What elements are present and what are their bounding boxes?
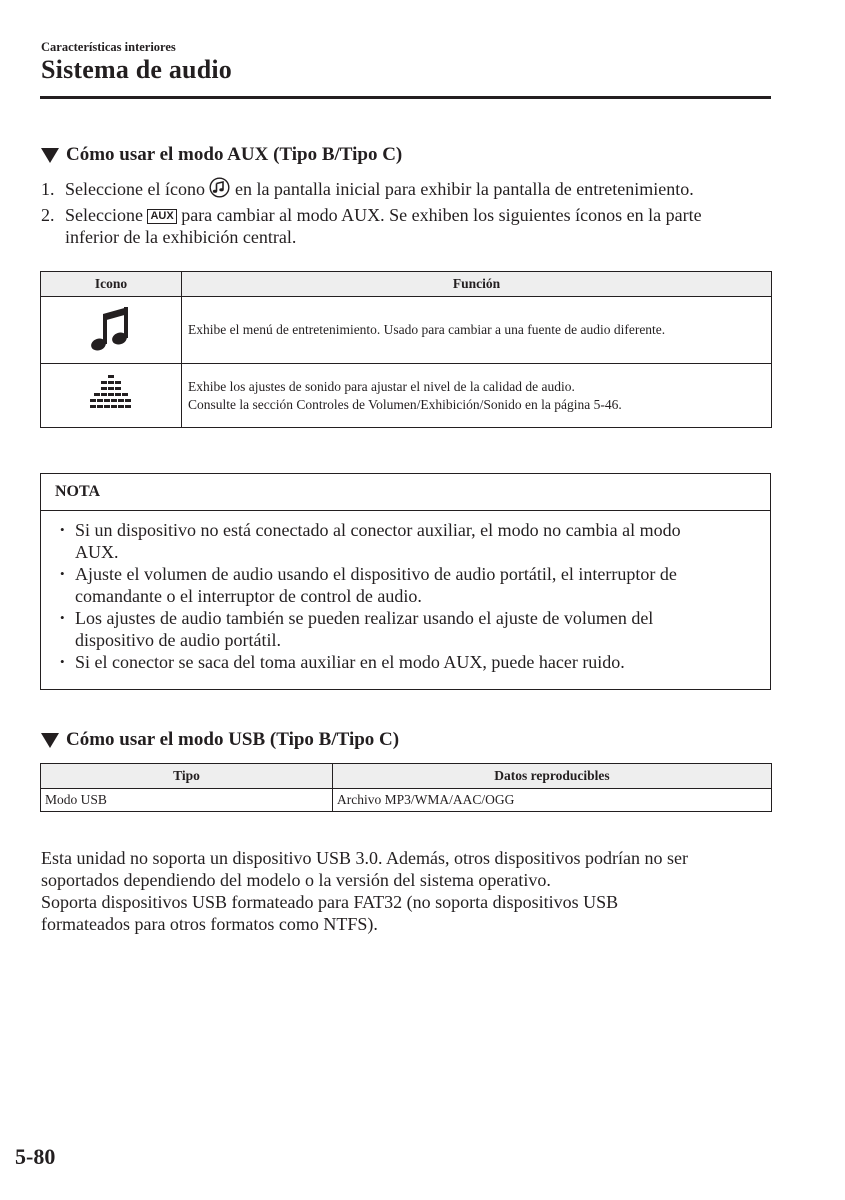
music-note-circle-icon xyxy=(209,177,230,203)
usb-heading xyxy=(41,729,399,751)
note-label: NOTA xyxy=(41,474,770,511)
aux-heading-text: Cómo usar el modo AUX (Tipo B/Tipo C) xyxy=(66,144,403,165)
usb-heading-text: Cómo usar el modo USB (Tipo B/Tipo C) xyxy=(66,729,400,750)
note-item: • Los ajustes de audio también se pueden realizar usando el ajuste de volumen del dispositivo de audio portátil. xyxy=(60,607,755,651)
note-box xyxy=(40,473,771,690)
aux-step-2 xyxy=(41,204,781,248)
note-item: • Si un dispositivo no está conectado al conector auxiliar, el modo no cambia al modo AUX. xyxy=(60,519,755,563)
step-text: en la pantalla inicial para exhibir la pantalla de entretenimiento. xyxy=(234,179,694,199)
usb-paragraph: Esta unidad no soporta un dispositivo USB 3.0. Además, otros dispositivos podrían no ser soportados dependiendo del modelo o la versión del sistema operativo. Soporta dispositivos USB formateado para FAT32 (no soporta dispositivos USB formateados para otros formatos como NTFS). xyxy=(41,848,688,934)
triangle-bullet-icon xyxy=(41,148,59,163)
step-text: Seleccione xyxy=(65,205,143,225)
page-title: Sistema de audio xyxy=(41,55,233,84)
usb-table xyxy=(40,763,772,812)
icon-function-table xyxy=(40,271,772,428)
title-rule xyxy=(40,96,771,99)
table-cell: Modo USB xyxy=(41,789,333,812)
aux-button-label: AUX xyxy=(147,209,176,224)
table-row xyxy=(41,364,772,428)
function-text: Exhibe los ajustes de sonido para ajustar el nivel de la calidad de audio. xyxy=(188,378,575,394)
equalizer-icon xyxy=(88,400,134,417)
triangle-bullet-icon xyxy=(41,733,59,748)
table-row xyxy=(41,789,772,812)
step-text-cont: inferior de la exhibición central. xyxy=(65,227,297,247)
note-item: • Si el conector se saca del toma auxiliar en el modo AUX, puede hacer ruido. xyxy=(60,651,755,673)
music-note-icon xyxy=(89,339,133,356)
column-header: Datos reproducibles xyxy=(333,764,772,789)
step-number: 1. xyxy=(41,179,55,199)
table-cell: Archivo MP3/WMA/AAC/OGG xyxy=(333,789,772,812)
aux-step-1 xyxy=(41,177,781,203)
column-header: Función xyxy=(182,272,772,297)
function-text: Exhibe el menú de entretenimiento. Usado para cambiar a una fuente de audio diferente. xyxy=(188,322,666,337)
aux-heading xyxy=(41,144,402,166)
step-text: para cambiar al modo AUX. Se exhiben los siguientes íconos en la parte xyxy=(181,205,702,225)
note-item: • Ajuste el volumen de audio usando el dispositivo de audio portátil, el interruptor de comandante o el interruptor de control de audio. xyxy=(60,563,755,607)
step-text: Seleccione el ícono xyxy=(65,179,205,199)
column-header: Icono xyxy=(41,272,182,297)
table-row xyxy=(41,297,772,364)
step-number: 2. xyxy=(41,205,55,225)
note-list xyxy=(41,511,770,673)
function-text: Consulte la sección Controles de Volumen/Exhibición/Sonido en la página 5-46. xyxy=(188,396,622,412)
column-header: Tipo xyxy=(41,764,333,789)
page-number: 5-80 xyxy=(15,1144,56,1169)
section-label: Características interiores xyxy=(41,40,176,54)
